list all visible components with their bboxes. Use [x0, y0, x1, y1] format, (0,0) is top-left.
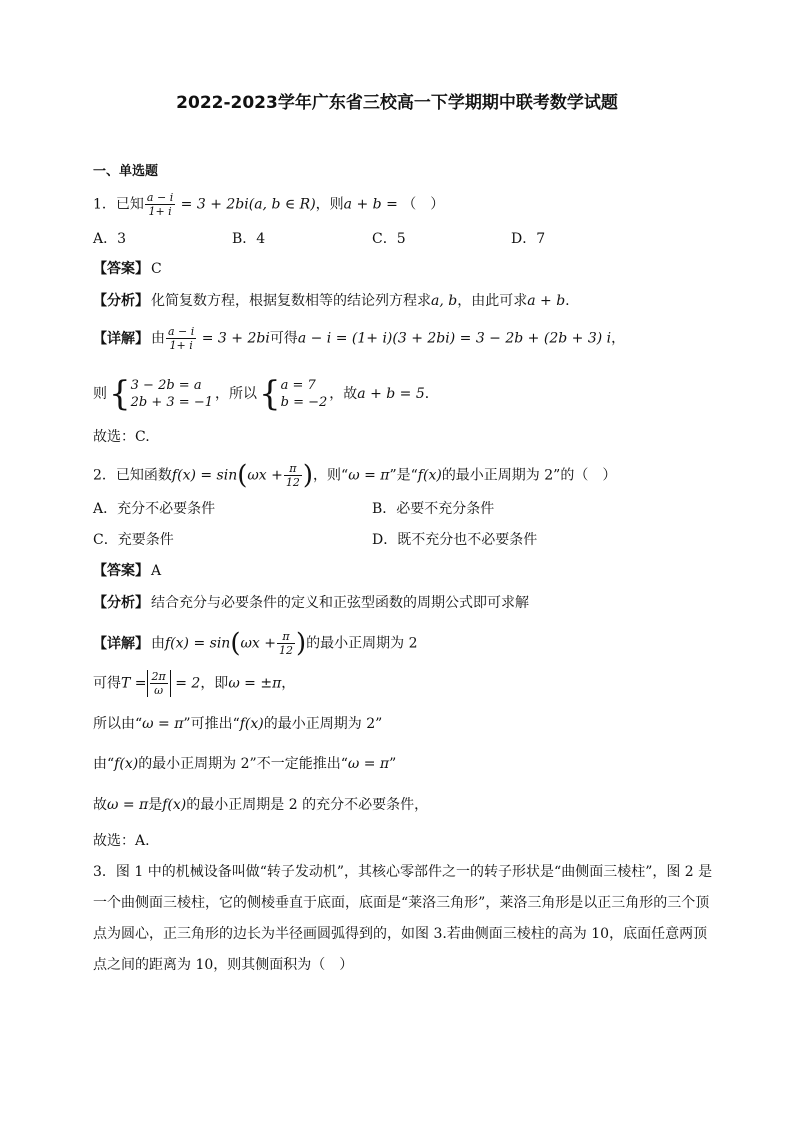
answer-tag: 【答案】 [93, 261, 149, 277]
q3-stem: 3．图 1 中的机械设备叫做“转子发动机”，其核心零部件之一的转子形状是“曲侧面三棱柱”，图 2 是一个曲侧面三棱柱，它的侧棱垂直于底面，底面是“莱洛三角形”，莱洛三角形是以正三角形的三个顶点为圆心，正三角形的边长为半径画圆弧得到的，如图 3.若曲侧面三棱柱的高为 10，底面任意两顶点之间的距离为 10，则其侧面积为（ ） [93, 864, 713, 973]
q1-option-d: D．7 [511, 231, 546, 247]
q1-number: 1． [93, 196, 116, 213]
q1-detail-fraction: $\frac{a - i}{1+ i}$ [168, 325, 195, 352]
q1-answer: 【答案】 C [93, 261, 162, 277]
analysis-tag: 【分析】 [93, 293, 149, 309]
q1-analysis: 【分析】 化简复数方程，根据复数相等的结论列方程求a, b，由此可求a + b. [93, 293, 570, 309]
q2-line-4: 由“f(x)的最小正周期为 2”不一定能推出“ω = π” [93, 756, 397, 772]
q2-fraction: $\frac{\pi}{12}$ [285, 462, 300, 489]
q2-detail-fraction: $\frac{\pi}{12}$ [278, 630, 293, 657]
q1-option-c: C．5 [372, 231, 406, 247]
q2-option-b: B．必要不充分条件 [372, 501, 495, 517]
q2-analysis: 【分析】 结合充分与必要条件的定义和正弦型函数的周期公式即可求解 [93, 595, 529, 611]
q2-option-d: D．既不充分也不必要条件 [372, 532, 538, 548]
document-title: 2022-2023学年广东省三校高一下学期期中联考数学试题 [176, 93, 618, 113]
q1-system-line: 则{ 3 − 2b = a 2b + 3 = −1 ，所以{ a = 7 b = −2 ，故a + b = 5． [93, 374, 439, 414]
q1-option-b: B．4 [232, 231, 266, 247]
section-heading: 一、单选题 [93, 164, 159, 179]
q2-option-a: A．充分不必要条件 [93, 501, 216, 517]
q1-fraction [145, 191, 175, 218]
q1-detail: 【详解】 由 $\frac{a - i}{1+ i}$ = 3 + 2bi可得a − i = (1+ i)(3 + 2bi) = 3 − 2b + (2b + 3) i， [93, 325, 626, 352]
q1-frac-den: 1+ i [148, 205, 172, 218]
q1-ask-tail: = （ ） [381, 196, 445, 213]
q1-cond: (a, b ∈ R) [248, 196, 316, 213]
q1-system-1: { 3 − 2b = a 2b + 3 = −1 [109, 374, 213, 414]
q2-choose: 故选：A. [93, 833, 150, 849]
q1-stem-suffix: ，则 [315, 196, 344, 213]
q1-option-a: A．3 [93, 231, 127, 247]
q2-stem: 2．已知函数f(x) = sin(ωx + $\frac{\pi}{12}$ )，则“ω = π”是“f(x)的最小正周期为 2”的（ ） [93, 460, 617, 491]
detail-tag: 【详解】 [93, 330, 149, 347]
q1-choose: 故选：C. [93, 429, 150, 445]
q2-line-3: 所以由“ω = π”可推出“f(x)的最小正周期为 2” [93, 716, 383, 732]
q2-line-5: 故ω = π是f(x)的最小正周期是 2 的充分不必要条件， [93, 797, 429, 813]
q2-detail: 【详解】 由f(x) = sin(ωx + $\frac{\pi}{12}$ )的最小正周期为 2 [93, 628, 418, 659]
q2-answer: 【答案】 A [93, 563, 162, 579]
q1-stem-mid: = 3 + 2bi [176, 196, 249, 213]
q1-stem-prefix: 已知 [115, 196, 144, 213]
q2-option-c: C．充要条件 [93, 532, 174, 548]
q1-frac-num: a − i [146, 191, 174, 204]
q1-stem [93, 191, 444, 218]
q2-period-line: 可得T = $\frac{2\pi}{\omega}$ = 2，即ω = ±π， [93, 670, 296, 697]
q1-ask: a + b [343, 196, 382, 213]
q1-system-2: { a = 7 b = −2 [258, 374, 328, 414]
